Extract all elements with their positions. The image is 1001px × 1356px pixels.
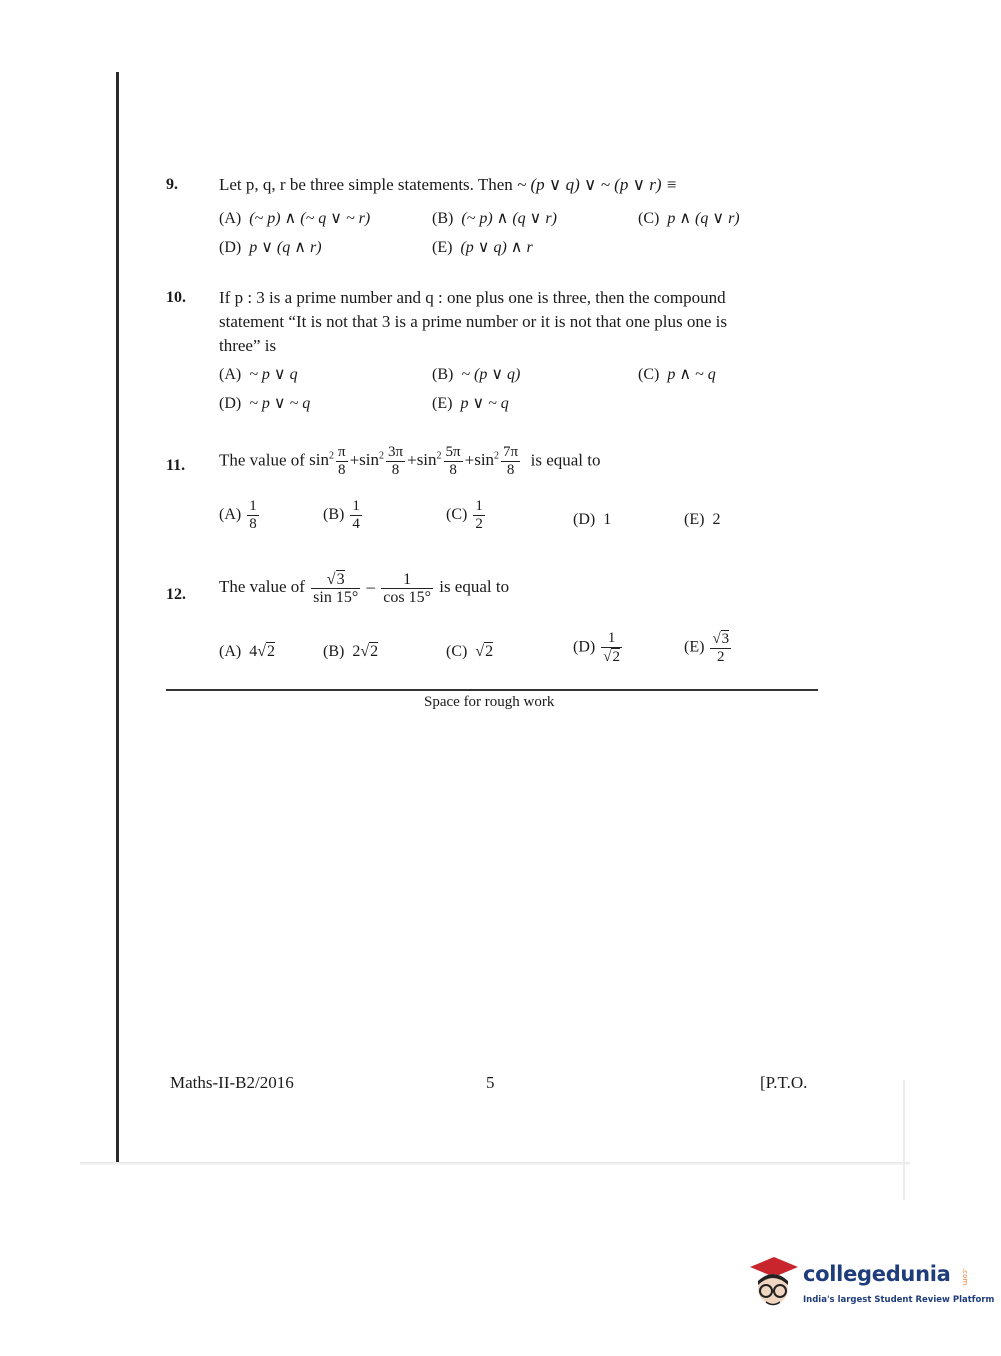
- option-d: (D) ~ p ∨ ~ q: [219, 395, 311, 412]
- sin-term-4: $\sin^2$ $\frac{7\pi}{8}$: [474, 444, 519, 478]
- option-b: (B) (~ p) ∧ (q ∨ r): [432, 210, 557, 227]
- collegedunia-watermark: [746, 1253, 995, 1313]
- option-c: (C) $\frac{1}{2}$: [446, 498, 483, 532]
- fraction: $\frac{3\pi}{8}$: [388, 444, 404, 478]
- scan-right-edge: [903, 1080, 905, 1200]
- question-stem: The value of $\sin^2$ $\frac{\pi}{8}$ $+\sin^2$ $\frac{3\pi}{8}$ $+\sin^2$ $\frac{5\pi}{8}$ $+\sin^2$ $\frac{7\pi}{8}$ is equal to: [219, 444, 601, 478]
- option-e: (E) p ∨ ~ q: [432, 395, 509, 412]
- scan-left-border: [116, 72, 119, 1162]
- rough-work-divider: [166, 689, 818, 691]
- mascot-icon: [746, 1253, 800, 1313]
- page-number: 5: [486, 1073, 495, 1092]
- question-number: 10.: [166, 289, 186, 306]
- option-e: (E) (p ∨ q) ∧ r: [432, 239, 533, 256]
- rough-work-label: Space for rough work: [424, 694, 555, 710]
- pto-note: [P.T.O.: [760, 1073, 808, 1092]
- option-a: (A) 4√2: [219, 643, 275, 660]
- sin-term-2: $\sin^2$ $\frac{3\pi}{8}$: [359, 444, 404, 478]
- fraction: $\frac{5\pi}{8}$: [445, 444, 461, 478]
- brand-tld: .com: [961, 1268, 969, 1286]
- option-a: (A) ~ p ∨ q: [219, 366, 298, 383]
- paper-code: Maths-II-B2/2016: [170, 1073, 294, 1092]
- question-number: 12.: [166, 586, 186, 603]
- option-d: (D) 1: [573, 511, 612, 528]
- brand-tagline: India's largest Student Review Platform: [803, 1295, 995, 1305]
- fraction-sqrt3-over-sin15: $\frac{√3}{\sin 15^\circ}$: [313, 571, 359, 606]
- option-b: (B) $\frac{1}{4}$: [323, 498, 360, 532]
- sin-term-3: $\sin^2$ $\frac{5\pi}{8}$: [416, 444, 461, 478]
- sin-term-1: $\sin^2$ $\frac{\pi}{8}$: [309, 444, 346, 478]
- option-a: (A) (~ p) ∧ (~ q ∨ ~ r): [219, 210, 371, 227]
- question-number: 9.: [166, 176, 178, 193]
- option-a: (A) $\frac{1}{8}$: [219, 498, 257, 532]
- question-stem: The value of $\frac{√3}{\sin 15^\circ}$ – $\frac{1}{\cos 15^\circ}$ is equal to: [219, 570, 510, 606]
- scan-bottom-edge: [80, 1162, 910, 1165]
- option-b: (B) 2√2: [323, 643, 379, 660]
- fraction: $\frac{\pi}{8}$: [338, 444, 346, 478]
- fraction-1-over-cos15: $\frac{1}{\cos 15^\circ}$: [383, 570, 431, 606]
- question-stem: Let p, q, r be three simple statements. Then ~ (p ∨ q) ∨ ~ (p ∨ r) ≡: [219, 175, 678, 194]
- option-c: (C) p ∧ ~ q: [638, 366, 716, 383]
- option-c: (C) p ∧ (q ∨ r): [638, 210, 740, 227]
- option-d: (D) $\frac{1}{√2}$: [573, 630, 620, 665]
- brand-name: collegedunia: [803, 1262, 951, 1286]
- option-c: (C) √2: [446, 643, 494, 660]
- fraction: $\frac{7\pi}{8}$: [503, 444, 519, 478]
- option-b: (B) ~ (p ∨ q): [432, 366, 521, 383]
- option-d: (D) p ∨ (q ∧ r): [219, 239, 322, 256]
- question-number: 11.: [166, 457, 186, 474]
- option-e: (E) $\frac{√3}{2}$: [684, 631, 730, 665]
- option-e: (E) 2: [684, 511, 721, 528]
- question-stem: If p : 3 is a prime number and q : one plus one is three, then the compound statement “It is not that 3 is a prime number or it is not that one plus one is three” is: [219, 288, 728, 355]
